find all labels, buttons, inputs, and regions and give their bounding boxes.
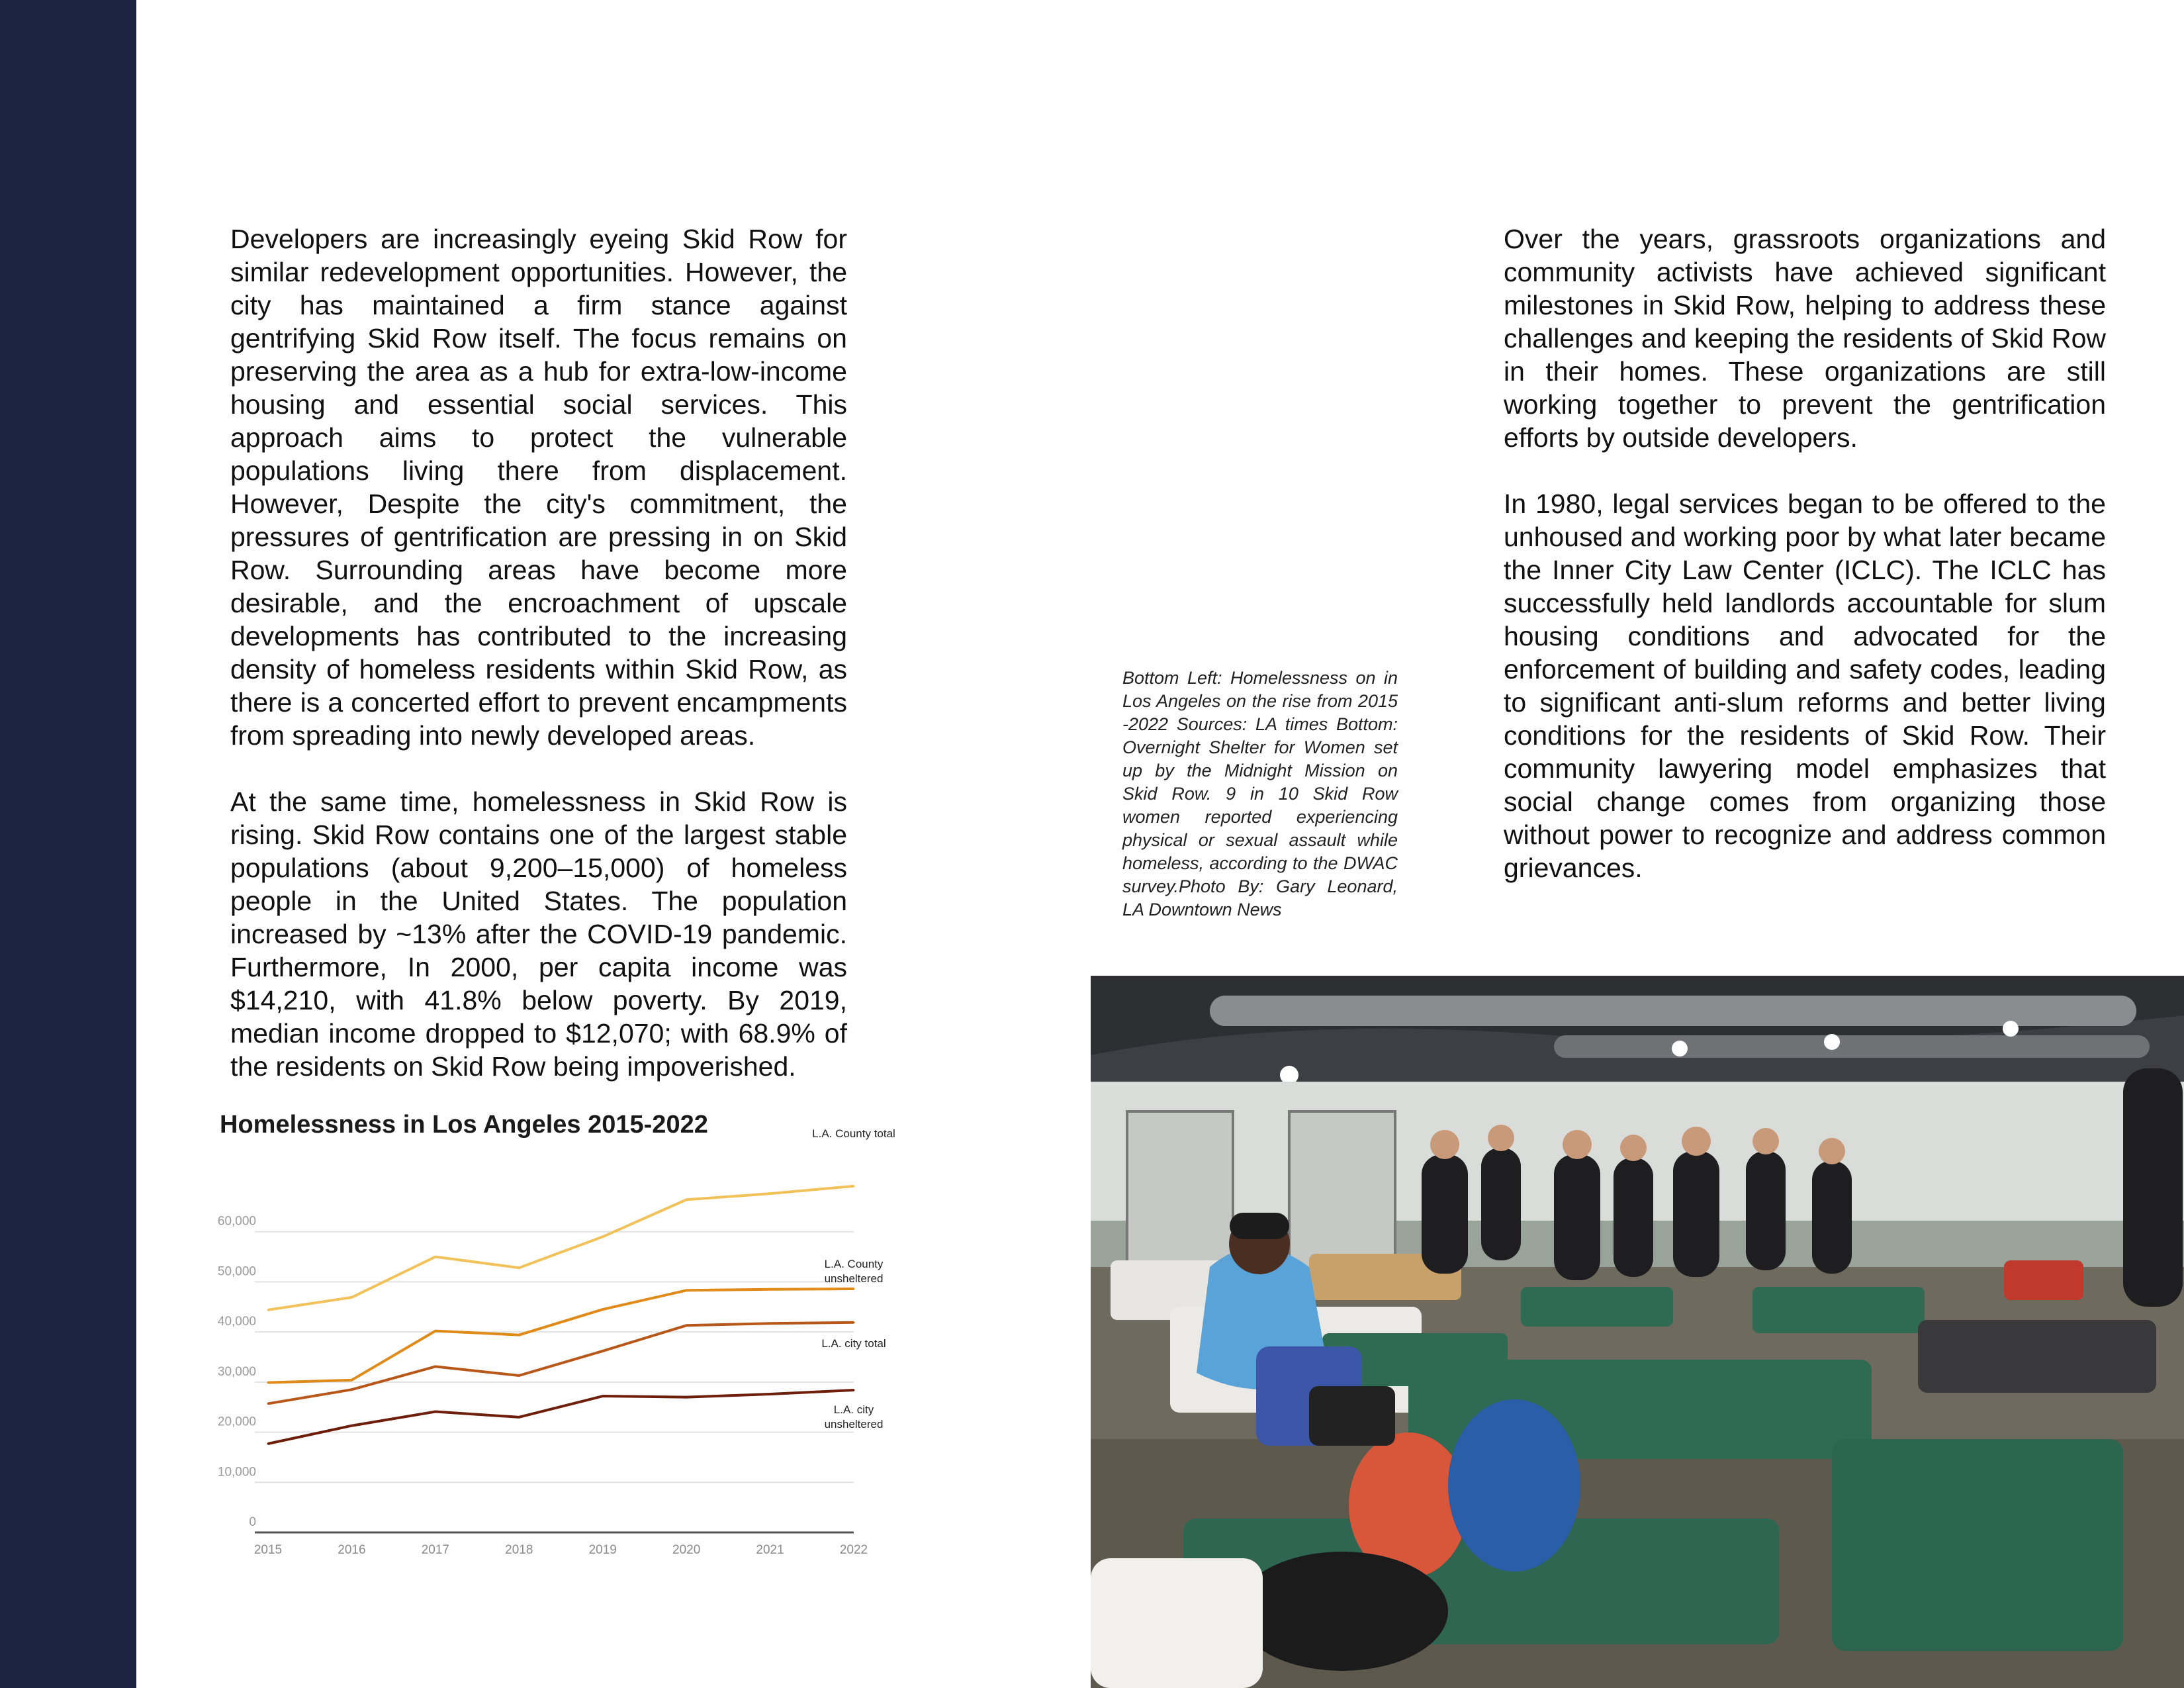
shelter-photo-illustration [1091, 976, 2184, 1688]
right-text-column [1504, 222, 2106, 917]
series-line [268, 1323, 854, 1404]
data-point [769, 1323, 771, 1325]
right-paragraph-2: In 1980, legal services began to be offered to the unhoused and working poor by what later became the Inner City Law Center (ICLC). The ICLC has successfully held landlords accountable for slum housing conditions and advocated for the enforcement of building and safety codes, leading to significant anti-slum reforms and better living conditions for the residents of Skid Row. Their community lawyering model emphasizes that social change comes from organizing those without power to recognize and address common grievances. [1504, 489, 2106, 883]
series-label: unsheltered [824, 1418, 884, 1430]
y-tick-label: 40,000 [217, 1315, 256, 1329]
y-tick-label: 60,000 [217, 1214, 256, 1229]
series-label: L.A. city [833, 1403, 874, 1416]
homelessness-chart [212, 1105, 913, 1569]
series-line [268, 1289, 854, 1383]
chart-plot [212, 1105, 913, 1569]
data-point [853, 1288, 855, 1290]
data-point [686, 1199, 688, 1201]
data-point [602, 1309, 604, 1311]
series-line [268, 1390, 854, 1444]
data-point [769, 1193, 771, 1195]
data-point [518, 1334, 520, 1336]
left-paragraph-1: Developers are increasingly eyeing Skid Row for similar redevelopment opportunities. However, the city has maintained a firm stance against gentrifying Skid Row itself. The focus remains on preserving the area as a hub for extra-low-income housing and essential social services. This approach aims to protect the vulnerable populations living there from displacement. However, Despite the city's commitment, the pressures of gentrification are pressing in on Skid Row. Surrounding areas have become more desirable, and the encroachment of upscale developments has contributed to the increasing density of homeless residents within Skid Row, as there is a concerted effort to prevent encampments from spreading into newly developed areas. [230, 224, 847, 751]
series-line [268, 1186, 854, 1310]
data-point [602, 1395, 604, 1397]
x-tick-label: 2021 [756, 1543, 784, 1557]
chart-title: Homelessness in Los Angeles 2015-2022 [220, 1111, 708, 1139]
left-text-column [230, 222, 847, 1116]
data-point [434, 1330, 436, 1332]
x-tick-label: 2015 [253, 1543, 283, 1557]
data-point [518, 1416, 520, 1418]
data-point [434, 1366, 436, 1368]
series-label: L.A. city total [821, 1337, 886, 1350]
y-tick-label: 20,000 [217, 1415, 256, 1429]
data-point [853, 1389, 855, 1391]
data-point [267, 1403, 269, 1405]
series-label: unsheltered [824, 1272, 884, 1285]
x-tick-label: 2022 [839, 1543, 868, 1557]
shelter-photo [1091, 976, 2184, 1688]
data-point [267, 1309, 269, 1311]
series-label: L.A. County [824, 1258, 884, 1270]
data-point [853, 1321, 855, 1323]
sidebar-band [0, 0, 136, 1688]
data-point [267, 1382, 269, 1383]
series-label: L.A. County total [812, 1127, 895, 1140]
y-tick-label: 0 [249, 1515, 256, 1529]
data-point [351, 1389, 353, 1391]
data-point [686, 1289, 688, 1291]
data-point [434, 1411, 436, 1413]
y-tick-label: 30,000 [217, 1364, 256, 1379]
photo-caption: Bottom Left: Homelessness on in Los Angeles on the rise from 2015 -2022 Sources: LA times Bottom: Overnight Shelter for Women set up by the Midnight Mission on Skid Row. 9 in 10 Skid Row women reported experiencing physical or sexual assault while homeless, according to the DWAC survey.Photo By: Gary Leonard, LA Downtown News [1122, 668, 1398, 919]
y-tick-label: 10,000 [217, 1465, 256, 1479]
data-point [686, 1396, 688, 1398]
data-point [853, 1185, 855, 1187]
x-tick-label: 2019 [588, 1543, 617, 1557]
data-point [518, 1375, 520, 1377]
x-tick-label: 2018 [505, 1543, 533, 1557]
x-tick-label: 2016 [338, 1543, 366, 1557]
left-paragraph-2: At the same time, homelessness in Skid Row is rising. Skid Row contains one of the largest stable populations (about 9,200–15,000) of homeless people in the United States. The population increased by ~13% after the COVID-19 pandemic. Furthermore, In 2000, per capita income was $14,210, with 41.8% below poverty. By 2019, median income dropped to $12,070; with 68.9% of the residents on Skid Row being impoverished. [230, 786, 847, 1082]
data-point [351, 1379, 353, 1381]
data-point [267, 1442, 269, 1444]
data-point [602, 1350, 604, 1352]
x-tick-label: 2017 [421, 1543, 449, 1557]
data-point [351, 1296, 353, 1298]
data-point [351, 1425, 353, 1427]
data-point [518, 1267, 520, 1269]
data-point [769, 1288, 771, 1290]
data-point [434, 1256, 436, 1258]
x-tick-label: 2020 [672, 1543, 701, 1557]
y-tick-label: 50,000 [217, 1264, 256, 1279]
right-paragraph-1: Over the years, grassroots organizations and community activists have achieved significant milestones in Skid Row, helping to address these challenges and keeping the residents of Skid Row in their homes. These organizations are still working together to prevent the gentrification efforts by outside developers. [1504, 224, 2106, 453]
data-point [602, 1236, 604, 1238]
data-point [769, 1393, 771, 1395]
data-point [686, 1325, 688, 1327]
